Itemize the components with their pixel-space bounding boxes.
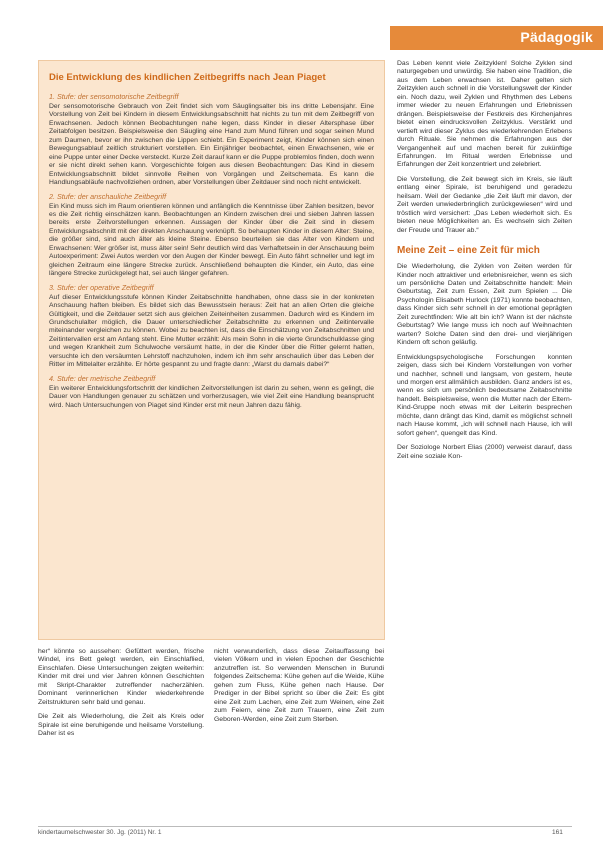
stage-3-heading: 3. Stufe: der operative Zeitbegriff: [49, 282, 154, 292]
right-intro-paragraph: Die Vorstellung, die Zeit bewegt sich im Kreis, sie läuft entlang einer Spirale, ist beruhigend und geradezu heilsam. Weil der Gedanke „die Zeit läuft mir davon, der Zeit werden unwiederbringlich zurückgewiesen“ wird und tröstlich wird versichert: „Das Leben wiederholt sich. Es bieten neue Möglichkeiten an. Es wechseln sich Zeiten der Freude und Trauer ab.“: [397, 175, 572, 234]
stage-1-text: Der sensomotorische Gebrauch von Zeit findet sich vom Säuglingsalter bis ins dritte Lebensjahr. Eine Vorstellung von Zeit bei Kindern in diesem Entwicklungsabschnitt hat nichts zu tun mit dem Zeitbegriff von Erwachsenen. Jedoch können Beobachtungen nahe legen, dass Kinder in dieser Altersphase über Zeitabfolgen besitzen. Beispielsweise den Säugling eine Hand zum Mund führen und sogar seinen Mund zum Daumen, bevor er ihn zwischen die Lippen schiebt. Ein Experiment zeigt, Kinder können sich einen Bewegungsablauf zeitlich strukturiert vorstellen. Ein Einjähriger beobachtet, einen Erwachsenen, wie er eine Puppe unter einer Decke versteckt. Kurze Zeit darauf kann er die Puppe problemlos finden, doch wenn er sie nicht direkt sehen kann. Vorgeschichte folgen aus diesen Beobachtungen: Das Kind in diesem Entwicklungsabschnitt bildet sinnvolle Reihen von Vorgängen und Zeitschemata. Es kann die Handlungsabläufe nachvollziehen ordnen, aber Vorstellungen über Zeitdauer sind noch nicht entwickelt.: [49, 103, 374, 187]
journal-citation: kindertaumelschwester 30. Jg. (2011) Nr. 1: [38, 829, 162, 836]
stage-3-text: Auf dieser Entwicklungsstufe können Kinder Zeitabschnitte handhaben, ohne dass sie in der konkreten Anschauung haften bleiben. Es bildet sich das Bewusstsein heraus: Zeit hat an allen Orten die gleiche Gültigkeit, und die Zeitdauer setzt sich aus gleichen Zeiteinheiten zusammen. Dadurch wird es Kindern im Grundschulalter möglich, die Dauer unterschiedlicher Zeitabschnitte zu erkennen und Zeitintervalle miteinander vergleichen zu können. Wobei zu beachten ist, dass die Einschätzung von Zeitabschnitten und Zeitintervallen erst am Anfang steht. Eine Mutter erzählt: Als mein Sohn in die vierte Grundschulklasse ging und wegen Krankheit zum Schulwoche versäumt hatte, in der die Kinder über die Ritter gelernt hatten, versuchte ich den versäumten Lehrstoff nachzuholen, indem ich ihm sehr anschaulich über das Leben der Ritter im Mittelalter erzählte. Er hörte gespannt zu und fragte dann: „Warst du damals dabei?“: [49, 293, 374, 369]
section-header-band: [390, 26, 603, 50]
stage-1-heading: 1. Stufe: der sensomotorische Zeitbegriff: [49, 92, 179, 101]
bottom-left-column: [38, 648, 204, 824]
stage-2-heading: 2. Stufe: der anschauliche Zeitbegriff: [49, 191, 167, 201]
stage-4-heading: 4. Stufe: der metrische Zeitbegriff: [49, 373, 156, 383]
bottom-left-paragraph: her“ könnte so aussehen: Gefüttert werden, frische Windel, ins Bett gelegt werden, ein Einschlaflied, Einschlafen. Diese Untersuchungen zeigten weiterhin: Kinder mit drei und vier Jahren können Geschichten mit Skript-Charakter zutreffender nacherzählen. Dominant verinnerlichen Kinder wiederkehrende Zeitstrukturen sehr bald und genau.: [38, 648, 204, 706]
section-title: Pädagogik: [520, 29, 593, 45]
bottom-left-paragraph: Die Zeit als Wiederholung, die Zeit als Kreis oder Spirale ist eine beruhigende und heilsame Vorstellung. Daher ist es: [38, 713, 204, 738]
bottom-middle-column: [214, 648, 384, 824]
right-section-paragraph: Entwicklungspsychologische Forschungen konnten zeigen, dass sich bei Kindern Vorstellungen von vorher und nachher, schnell und langsam, von gestern, heute und morgen erst allmählich ausbilden. Ganz anders ist es, wenn es sich um persönlich bedeutsame Zeitabschnitte handelt. Beispielsweise, wenn die Mutter nach der Eltern-Kind-Gruppe noch etwas mit der Leiterin besprechen möchte, dann drängt das Kind, damit es möglichst schnell nach Hause kommt, „ich will schnell nach Hause, ich will sofort gehen“, quengelt das Kind.: [397, 353, 572, 437]
footer-divider: [38, 826, 572, 827]
box-title: Die Entwicklung des kindlichen Zeitbegriffs nach Jean Piaget: [49, 72, 326, 83]
right-section-paragraph: Die Wiederholung, die Zyklen von Zeiten werden für Kinder noch attraktiver und erlebnisreicher, wenn es sich um persönliche Daten und Zeitabschnitte handelt: Mein Geburtstag, Zeit zum Essen, Zeit zum Spielen ... Die Psychologin Elisabeth Hurlock (1971) konnte beobachten, dass Kinder sich sehr schnell in der emotional geprägten Zeit zurechtfinden: Wie alt bin ich? Wann ist der nächste Geburtstag? Wie lange muss ich noch auf Weihnachten warten? Solche Daten sind den drei- und vierjährigen Kindern oft schon geläufig.: [397, 263, 572, 347]
piaget-info-box: [38, 60, 385, 640]
bottom-middle-paragraph: nicht verwunderlich, dass diese Zeitauffassung bei vielen Völkern und in vielen Epochen der Geschichte anzutreffen ist. So verwenden Menschen in Burundi folgendes Zeitschema: Kühe gehen auf die Weide, Kühe gehen zum Fluss, Kühe gehen nach Hause. Der Prediger in der Bibel spricht so über die Zeit: Es gibt eine Zeit zum Lachen, eine Zeit zum Weinen, eine Zeit zum Feiern, eine Zeit zum Trauern, eine Zeit zum Geboren-Werden, eine Zeit zum Sterben.: [214, 648, 384, 723]
right-section-paragraph: Der Soziologe Norbert Elias (2000) verweist darauf, dass Zeit eine soziale Kon-: [397, 444, 572, 460]
stage-2-text: Ein Kind muss sich im Raum orientieren können und anfänglich die Kenntnisse über Zahlen besitzen, bevor es die Zeit richtig einschätzen kann. Beobachtungen an Kindern zwischen drei und sieben Jahren lassen bereits erste Zeitvorstellungen erkennen. Aussagen der Kinder über die Zeit sind in diesem Entwicklungsabschnitt mit der direkten Anschauung verknüpft. So behaupten Kinder in diesem Alter: Steine, die größer sind, sind auch älter als kleine Steine. Ebenso beurteilen sie das Alter von Kindern und Erwachsenen: Wer größer ist, muss älter sein! Sehr deutlich wird das Verhaftetsein in der Anschauung beim Autoexperiment: Zwei Autos werden vor den Augen der Kinder bewegt. Ein Auto fährt schneller und legt im gleichen Zeitraum eine längere Strecke zurück. Anschließend behaupten die Kinder, ein Auto, das eine längere Strecke zurückgelegt hat, sei auch länger gefahren.: [49, 202, 374, 278]
page-number: 161: [552, 829, 563, 836]
stage-4-text: Ein weiterer Entwicklungsfortschritt der kindlichen Zeitvorstellungen ist darin zu sehen, wenn es gelingt, die Dauer von Handlungen genauer zu schätzen und vorherzusagen, wie viel Zeit eine Handlung beansprucht wird. Nach Untersuchungen von Piaget sind Kinder erst mit neun Jahren dazu fähig.: [49, 384, 374, 409]
right-intro-paragraph: Das Leben kennt viele Zeitzyklen! Solche Zyklen sind naturgegeben und unwürdig. Sie haben eine Tradition, die aus dem Leben erwachsen ist. Daher gelten sich Zeitzyklen auch schnell in die Vorstellungswelt der Kinder ein. Noch dazu, weil Zyklen und Rhythmen des Lebens immer wieder zu neuen Erfahrungen und Erlebnissen drängen. Beispielsweise der Festkreis des Kirchenjahres bietet einen eindrucksvollen Zeitzyklus. Verstärkt und vertieft wird dieser Zyklus des wiederkehrenden Erlebens durch Rituale. Sie nehmen die Erfahrungen aus der Vergangenheit auf und machen bereit für zukünftige Erfahrungen. Im Ritual werden Erlebnisse und Erfahrungen der Zeit konzentriert und zelebriert.: [397, 60, 572, 169]
section-heading: Meine Zeit – eine Zeit für mich: [397, 245, 540, 257]
right-column: [397, 60, 572, 820]
